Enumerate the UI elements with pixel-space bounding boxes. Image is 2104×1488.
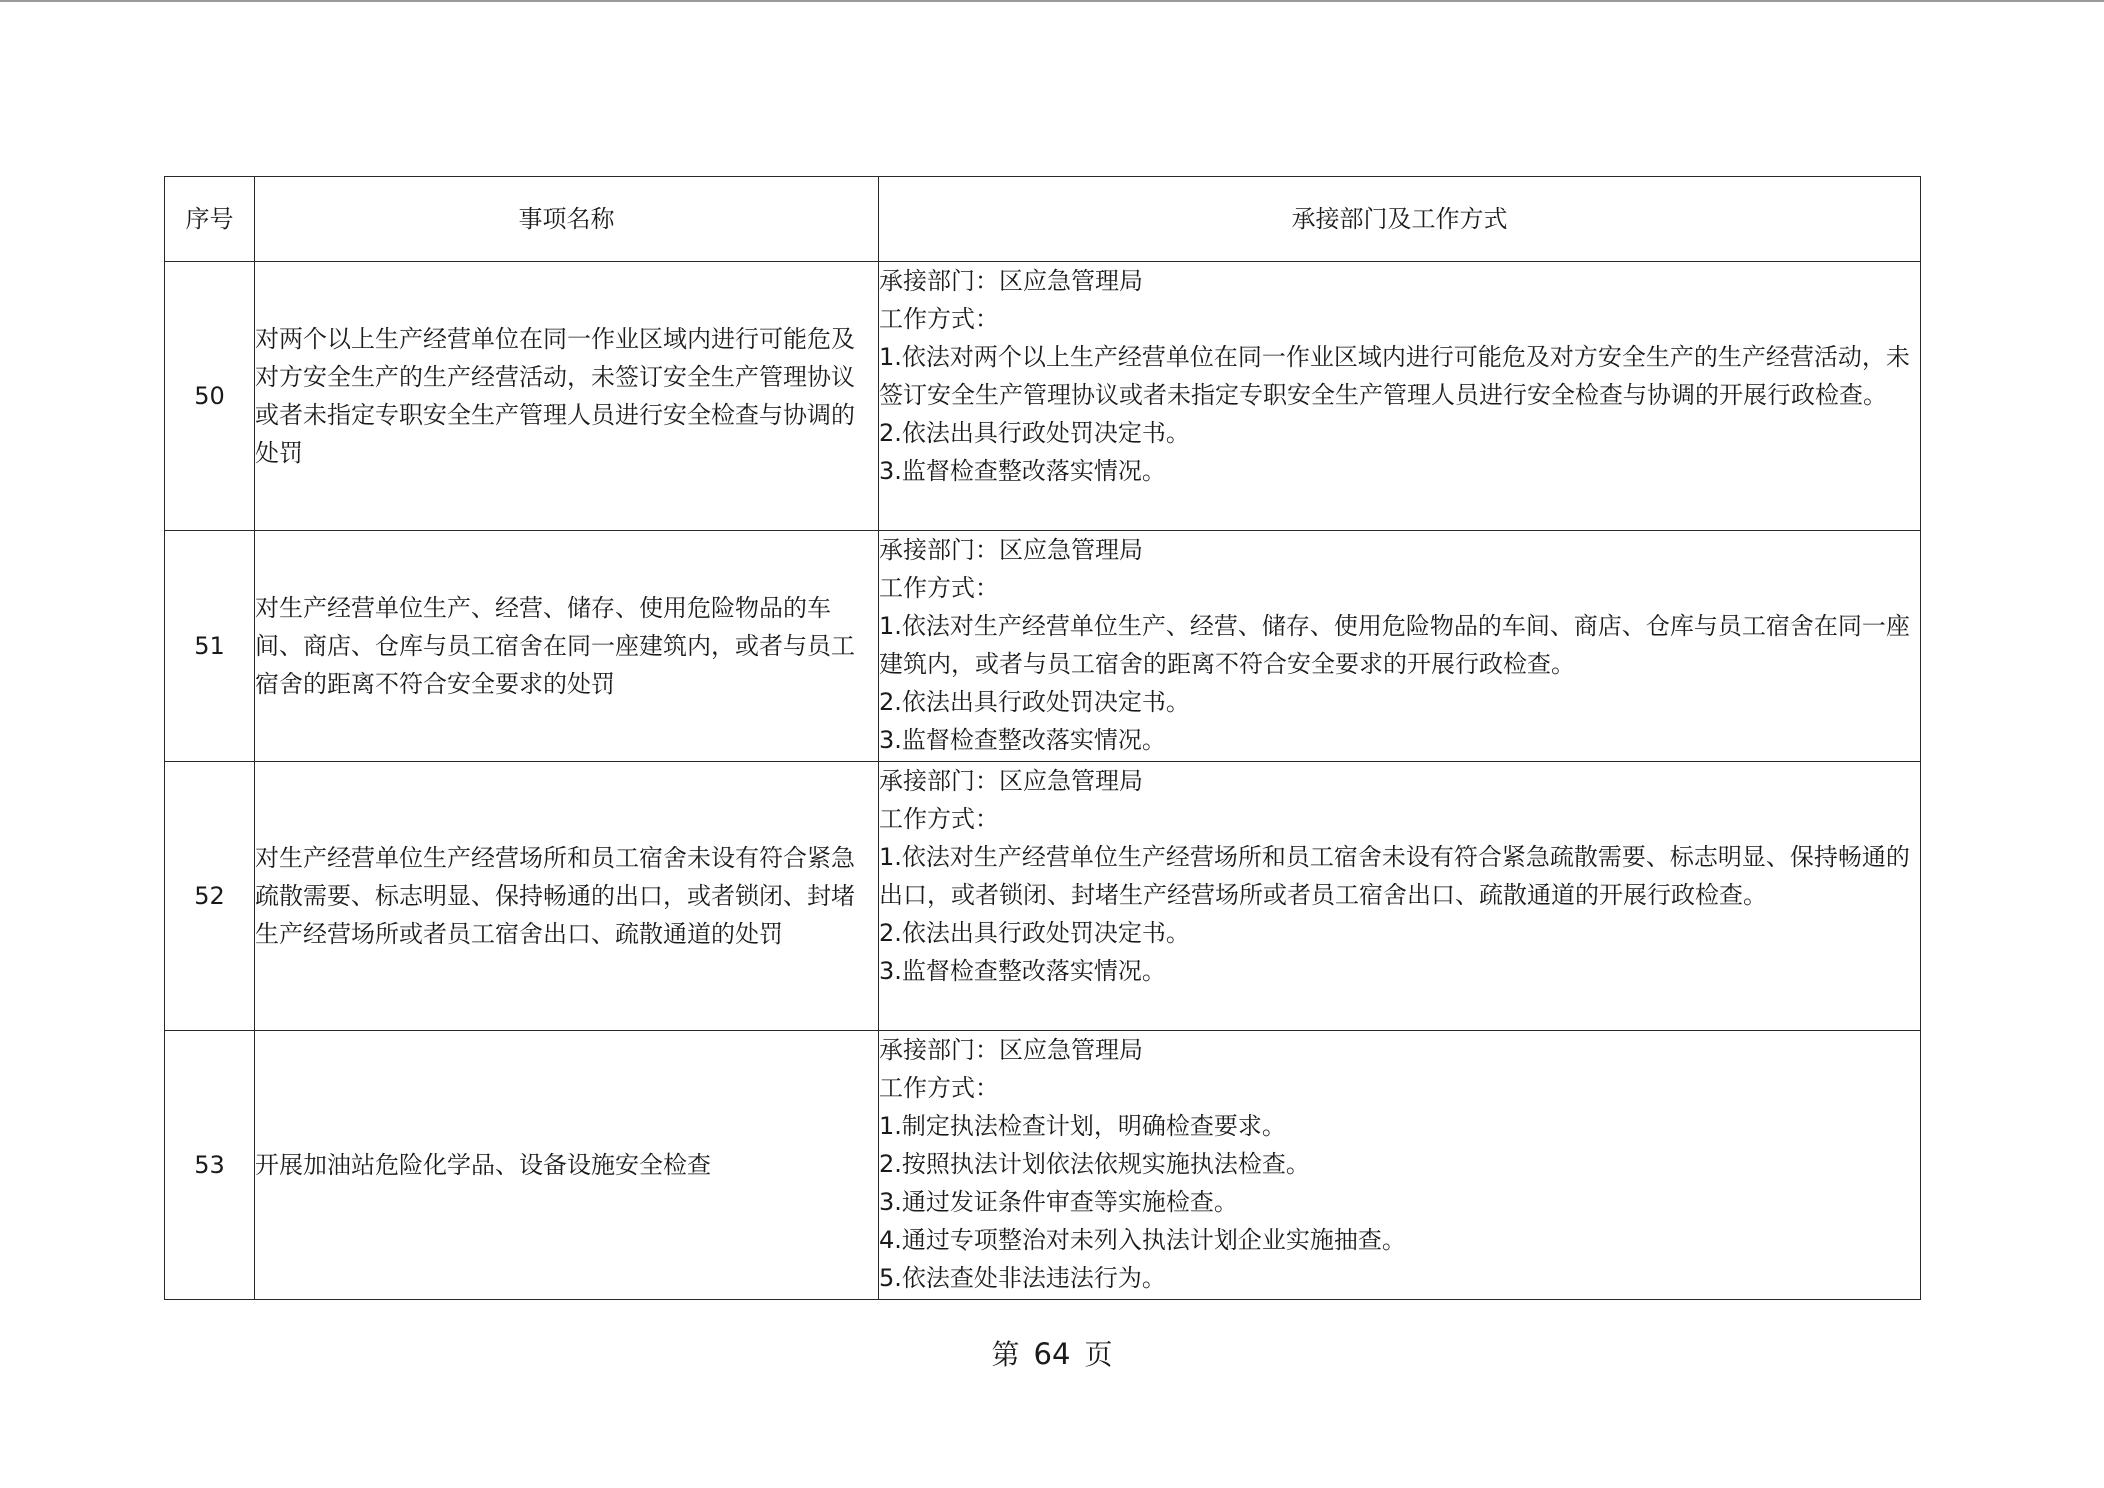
row-number: 50 [165,262,255,531]
page-top-border [0,0,2104,2]
page-footer [0,1334,2104,1375]
method-step: 4.通过专项整治对未列入执法计划企业实施抽查。 [879,1226,1406,1254]
method-step: 2.依法出具行政处罚决定书。 [879,688,1190,716]
page-number: 64 [1033,1337,1071,1371]
table-header-row [165,177,1921,262]
item-name: 对两个以上生产经营单位在同一作业区域内进行可能危及对方安全生产的生产经营活动，未签订安全生产管理协议或者未指定专职安全生产管理人员进行安全检查与协调的处罚 [255,262,879,531]
department-and-method [879,762,1921,1031]
method-step: 2.依法出具行政处罚决定书。 [879,419,1190,447]
item-name: 开展加油站危险化学品、设备设施安全检查 [255,1031,879,1300]
header-department-and-method: 承接部门及工作方式 [879,177,1921,262]
method-step: 1.制定执法检查计划，明确检查要求。 [879,1112,1286,1140]
table-row [165,531,1921,762]
row-number: 51 [165,531,255,762]
method-step: 2.依法出具行政处罚决定书。 [879,919,1190,947]
table-row [165,1031,1921,1300]
row-number: 53 [165,1031,255,1300]
department-line: 承接部门：区应急管理局 [879,267,1143,295]
method-heading: 工作方式： [879,305,999,333]
method-heading: 工作方式： [879,1074,999,1102]
method-step: 2.按照执法计划依法依规实施执法检查。 [879,1150,1310,1178]
method-heading: 工作方式： [879,574,999,602]
table-row [165,262,1921,531]
method-step: 1.依法对生产经营单位生产、经营、储存、使用危险物品的车间、商店、仓库与员工宿舍在同一座建筑内，或者与员工宿舍的距离不符合安全要求的开展行政检查。 [879,612,1910,678]
items-table [164,176,1921,1300]
page-suffix: 页 [1084,1338,1113,1371]
method-heading: 工作方式： [879,805,999,833]
header-serial-number: 序号 [165,177,255,262]
table-row [165,762,1921,1031]
method-step: 3.监督检查整改落实情况。 [879,957,1166,985]
department-line: 承接部门：区应急管理局 [879,536,1143,564]
method-step: 1.依法对生产经营单位生产经营场所和员工宿舍未设有符合紧急疏散需要、标志明显、保持畅通的出口，或者锁闭、封堵生产经营场所或者员工宿舍出口、疏散通道的开展行政检查。 [879,843,1910,909]
method-step: 3.通过发证条件审查等实施检查。 [879,1188,1238,1216]
method-step: 5.依法查处非法违法行为。 [879,1264,1166,1292]
department-and-method [879,262,1921,531]
department-line: 承接部门：区应急管理局 [879,1036,1143,1064]
method-step: 3.监督检查整改落实情况。 [879,457,1166,485]
method-step: 3.监督检查整改落实情况。 [879,726,1166,754]
header-item-name: 事项名称 [255,177,879,262]
method-step: 1.依法对两个以上生产经营单位在同一作业区域内进行可能危及对方安全生产的生产经营活动，未签订安全生产管理协议或者未指定专职安全生产管理人员进行安全检查与协调的开展行政检查。 [879,343,1910,409]
item-name: 对生产经营单位生产经营场所和员工宿舍未设有符合紧急疏散需要、标志明显、保持畅通的出口，或者锁闭、封堵生产经营场所或者员工宿舍出口、疏散通道的处罚 [255,762,879,1031]
row-number: 52 [165,762,255,1031]
department-and-method [879,1031,1921,1300]
item-name: 对生产经营单位生产、经营、储存、使用危险物品的车间、商店、仓库与员工宿舍在同一座建筑内，或者与员工宿舍的距离不符合安全要求的处罚 [255,531,879,762]
page-prefix: 第 [991,1338,1020,1371]
department-line: 承接部门：区应急管理局 [879,767,1143,795]
department-and-method [879,531,1921,762]
